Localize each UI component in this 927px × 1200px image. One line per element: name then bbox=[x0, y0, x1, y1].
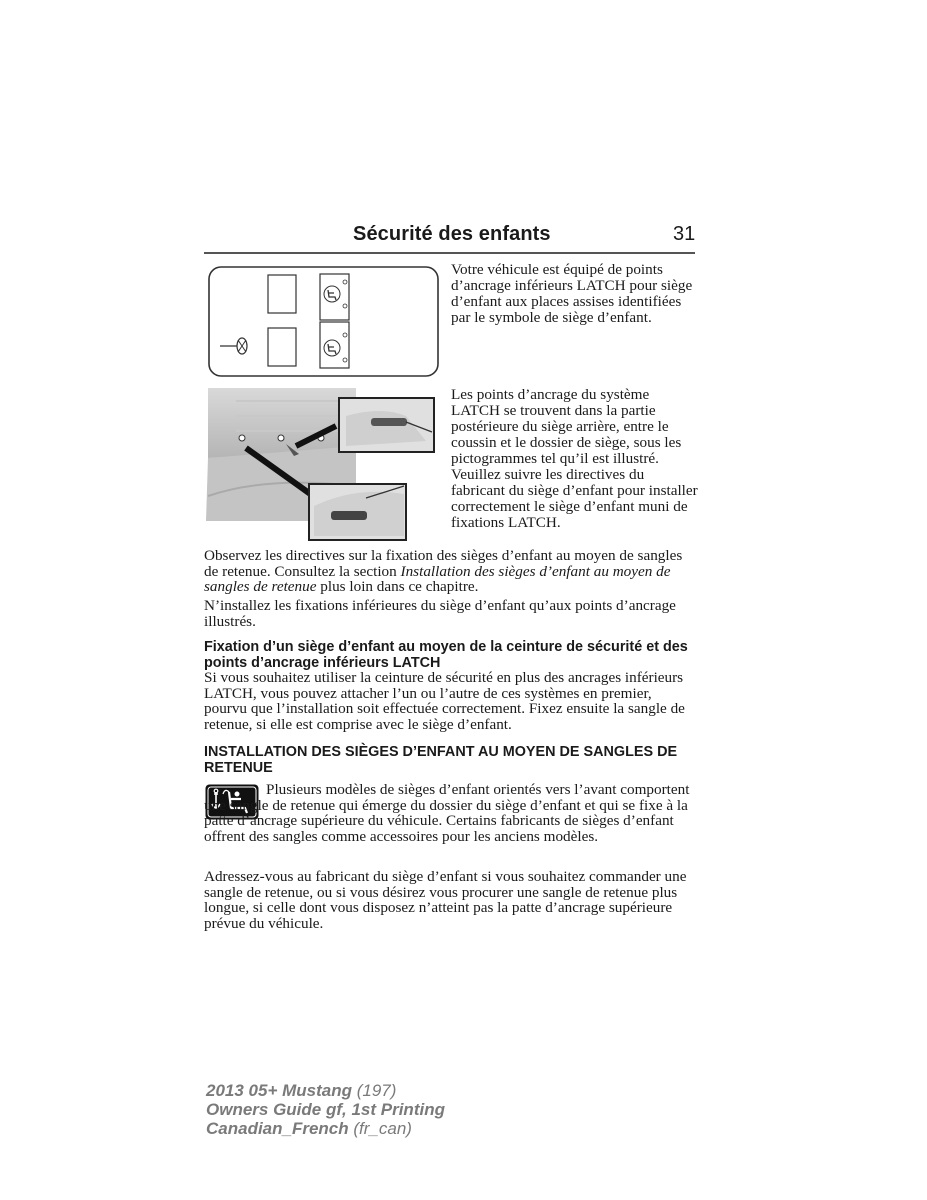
footer-model-code: (197) bbox=[352, 1081, 397, 1100]
front-seat-right bbox=[268, 275, 296, 313]
header-divider bbox=[204, 252, 695, 254]
paragraph-text: plus loin dans ce chapitre. bbox=[316, 578, 479, 596]
subheading-seatbelt-latch: Fixation d’un siège d’enfant au moyen de la ceinture de sécurité et des points d’ancrage inférieurs LATCH bbox=[204, 639, 688, 671]
paragraph-text: Observez les directives sur la fixation des sièges d’enfant au moyen de sangles de retenue. Consultez la section bbox=[204, 547, 683, 580]
paragraph-seatbelt-latch: Si vous souhaitez utiliser la ceinture de sécurité en plus des ancrages inférieurs LATCH, vous pouvez attacher l’un ou l’autre de ces systèmes en premier, pourvu que l’installation soit effectuée correctement. Fixez ensuite la sangle de retenue, si elle est comprise avec le siège d’enfant. bbox=[204, 669, 685, 733]
page-title: Sécurité des enfants bbox=[353, 223, 551, 245]
paragraph-tether-models: Plusieurs modèles de sièges d’enfant orientés vers l’avant comportent une sangle de retenue qui émerge du dossier du siège d’enfant et qui se fixe à la patte d’ancrage supérieure du véhicule. Certains fabricants de sièges d’enfant offrent des sangles comme accessoires pour les anciens modèles. bbox=[204, 781, 690, 845]
paragraph-contact-manufacturer: Adressez-vous au fabricant du siège d’enfant si vous souhaitez commander une sangle de retenue, ou si vous désirez vous procurer une sangle de retenue plus longue, si celle dont vous disposez n’atteint pas la patte d’ancrage supérieure prévue du véhicule. bbox=[204, 868, 687, 932]
paragraph-latch-intro: Votre véhicule est équipé de points d’ancrage inférieurs LATCH pour siège d’enfant aux places assises identifiées par le symbole de siège d’enfant. bbox=[451, 261, 693, 326]
latch-anchor-illustration bbox=[206, 386, 438, 544]
footer-guide: Owners Guide gf, 1st Printing bbox=[206, 1100, 445, 1119]
footer-model: 2013 05+ Mustang bbox=[206, 1081, 352, 1100]
page-number: 31 bbox=[673, 223, 696, 245]
section-reference-link: Installation des sièges d’enfant au moyen de sangles de retenue bbox=[204, 562, 671, 596]
paragraph-latch-location: Les points d’ancrage du système LATCH se trouvent dans la partie postérieure du siège arrière, entre le coussin et le dossier de siège, sous les pictogrammes tel qu’il est illustré. Veuillez suivre les directives du fabricant du siège d’enfant pour installer correctement le siège d’enfant muni de fixations LATCH. bbox=[451, 386, 698, 531]
front-seat-left bbox=[268, 328, 296, 366]
footer-language-code: (fr_can) bbox=[348, 1119, 412, 1138]
section-heading-tether-installation: INSTALLATION DES SIÈGES D’ENFANT AU MOYEN DE SANGLES DE RETENUE bbox=[204, 744, 678, 776]
document-footer bbox=[206, 1081, 445, 1138]
paragraph-tether-reference bbox=[204, 548, 696, 595]
footer-language: Canadian_French bbox=[206, 1119, 349, 1138]
seating-position-diagram bbox=[208, 266, 440, 378]
paragraph-lower-anchors-note: N’installez les fixations inférieures du siège d’enfant qu’aux points d’ancrage illustrés. bbox=[204, 597, 676, 630]
